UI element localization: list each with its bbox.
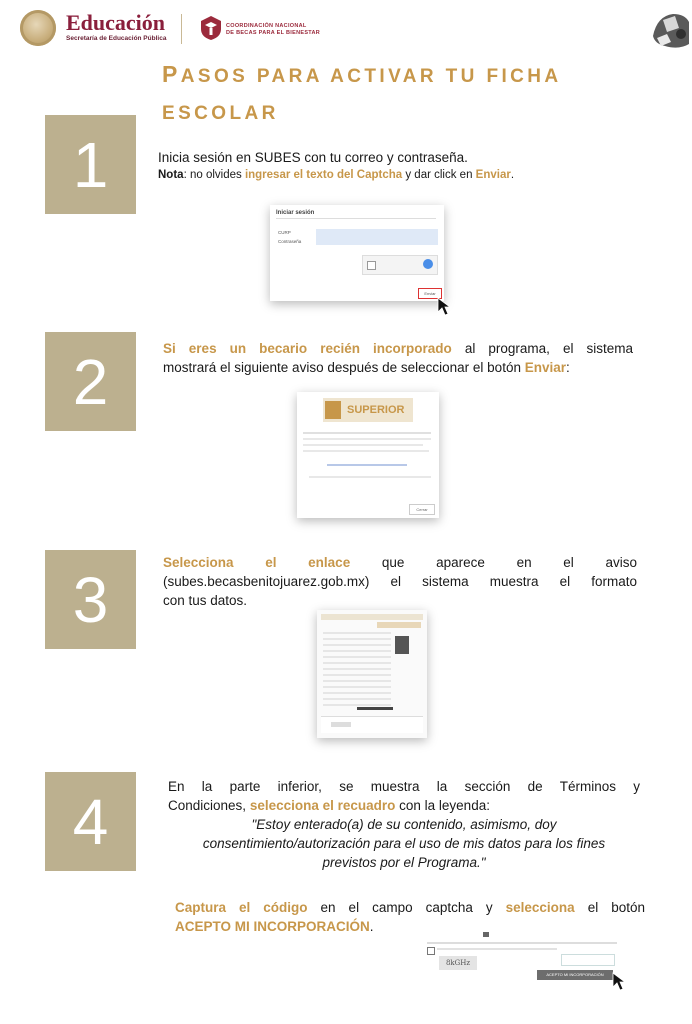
notice-screenshot bbox=[297, 392, 439, 518]
notice-banner bbox=[323, 398, 413, 422]
login-field-curp-label: CURP bbox=[278, 230, 291, 235]
step-3-line-1 bbox=[163, 553, 637, 572]
step-1-note bbox=[158, 167, 618, 183]
notice-line bbox=[303, 438, 431, 440]
step-4-text bbox=[168, 777, 640, 872]
pointer-cursor-icon bbox=[437, 297, 453, 317]
step-2-line-1-rest: al programa, el sistema bbox=[451, 341, 633, 356]
capture-highlight: Captura el código bbox=[175, 900, 308, 915]
form-divider bbox=[357, 707, 393, 710]
step-1-number: 1 bbox=[45, 115, 136, 214]
corner-illustration bbox=[645, 6, 691, 50]
terms-screenshot bbox=[425, 930, 623, 984]
login-fields-box bbox=[316, 229, 438, 245]
step-3-line-2: (subes.becasbenitojuarez.gob.mx) el sistema muestra el formato bbox=[163, 574, 637, 589]
form-screenshot bbox=[317, 610, 427, 738]
title-initial: P bbox=[162, 61, 181, 87]
page-title bbox=[162, 56, 632, 132]
step-4-line-1: En la parte inferior, se muestra la sección de Términos y bbox=[168, 779, 640, 794]
notice-banner-text: SUPERIOR bbox=[347, 404, 405, 416]
note-enviar-highlight: Enviar bbox=[475, 169, 511, 181]
step-2-end: : bbox=[566, 360, 570, 375]
sep-seal-logo bbox=[20, 10, 56, 46]
recaptcha-box bbox=[362, 255, 438, 275]
step-2-line-1 bbox=[163, 339, 633, 358]
terms-icon bbox=[483, 932, 489, 937]
note-end: . bbox=[510, 169, 515, 181]
form-header-bar bbox=[321, 614, 423, 620]
brand-subtitle: Secretaría de Educación Pública bbox=[66, 35, 167, 42]
page-title-line-2: ESCOLAR bbox=[162, 103, 279, 124]
step-1-text bbox=[158, 148, 618, 183]
capture-line-1 bbox=[175, 898, 645, 917]
capture-end: el botón bbox=[574, 900, 645, 915]
form-photo bbox=[395, 636, 409, 654]
captcha-input bbox=[561, 954, 615, 966]
step-2-enviar-highlight: Enviar bbox=[524, 360, 566, 375]
form-fields bbox=[323, 632, 391, 708]
note-label: Nota bbox=[158, 169, 184, 181]
notice-banner-icon bbox=[325, 401, 341, 419]
pointer-cursor-icon bbox=[612, 972, 628, 992]
accept-label: ACEPTO MI INCORPORACIÓN bbox=[175, 919, 370, 934]
step-3-highlight: Selecciona el enlace bbox=[163, 555, 351, 570]
notice-line bbox=[303, 432, 431, 434]
step-4-highlight: selecciona el recuadro bbox=[249, 798, 396, 813]
login-screenshot bbox=[270, 205, 444, 301]
step-4-line-2-start: Condiciones, bbox=[168, 798, 250, 813]
notice-link bbox=[327, 464, 407, 466]
captcha-image: 8kGHz bbox=[439, 956, 477, 970]
terms-line bbox=[427, 942, 617, 944]
notice-line bbox=[303, 444, 423, 446]
login-divider bbox=[276, 218, 436, 219]
brand-title: Educación bbox=[66, 10, 166, 35]
login-heading: Iniciar sesión bbox=[276, 210, 315, 216]
header-divider bbox=[181, 14, 182, 44]
step-2-number: 2 bbox=[45, 332, 136, 431]
notice-line bbox=[303, 450, 429, 452]
note-captcha-highlight: ingresar el texto del Captcha bbox=[244, 169, 403, 181]
quote-line-1: "Estoy enterado(a) de su contenido, asimismo, doy bbox=[251, 817, 557, 832]
recaptcha-checkbox bbox=[367, 261, 376, 270]
accept-button: ACEPTO MI INCORPORACIÓN bbox=[537, 970, 613, 980]
coordination-line-2: DE BECAS PARA EL BIENESTAR bbox=[226, 30, 321, 36]
notice-line bbox=[309, 476, 431, 478]
step-3-number: 3 bbox=[45, 550, 136, 649]
step-2-line-2-text: mostrará el siguiente aviso después de seleccionar el botón bbox=[163, 360, 525, 375]
step-2-text bbox=[163, 339, 633, 377]
quote-line-2: consentimiento/autorización para el uso de mis datos para los fines bbox=[202, 836, 606, 851]
step-2-highlight: Si eres un becario recién incorporado bbox=[163, 341, 452, 356]
step-3-line-3: con tus datos. bbox=[163, 593, 248, 608]
step-3-text bbox=[163, 553, 637, 610]
terms-checkbox bbox=[427, 947, 435, 955]
login-field-password-label: Contraseña bbox=[278, 239, 302, 244]
form-button bbox=[331, 722, 351, 727]
step-4-quote bbox=[168, 815, 640, 872]
step-4-line-2 bbox=[168, 796, 640, 815]
note-part-1: : no olvides bbox=[183, 169, 245, 181]
note-part-2: y dar click en bbox=[402, 169, 476, 181]
page-title-line-1 bbox=[162, 56, 632, 95]
form-tab bbox=[377, 622, 421, 628]
becas-logo-icon bbox=[200, 15, 222, 41]
terms-line bbox=[437, 948, 557, 950]
coordination-line-1: COORDINACIÓN NACIONAL bbox=[226, 23, 307, 29]
step-1-main-line: Inicia sesión en SUBES con tu correo y contraseña. bbox=[158, 150, 468, 165]
accept-end: . bbox=[369, 919, 374, 934]
step-3-line-1-rest: que aparece en el aviso bbox=[350, 555, 637, 570]
step-4-line-2-end: con la leyenda: bbox=[395, 798, 490, 813]
capture-mid: en el campo captcha y bbox=[307, 900, 506, 915]
select-highlight: selecciona bbox=[505, 900, 575, 915]
recaptcha-icon bbox=[423, 259, 433, 269]
login-send-button: Enviar bbox=[418, 288, 442, 299]
coordination-label bbox=[226, 23, 320, 37]
step-2-line-2 bbox=[163, 358, 633, 377]
step-4-number: 4 bbox=[45, 772, 136, 871]
quote-line-3: previstos por el Programa." bbox=[322, 855, 486, 870]
title-line-1-rest: ASOS PARA ACTIVAR TU FICHA bbox=[180, 66, 562, 87]
notice-close-button: Cerrar bbox=[409, 504, 435, 515]
